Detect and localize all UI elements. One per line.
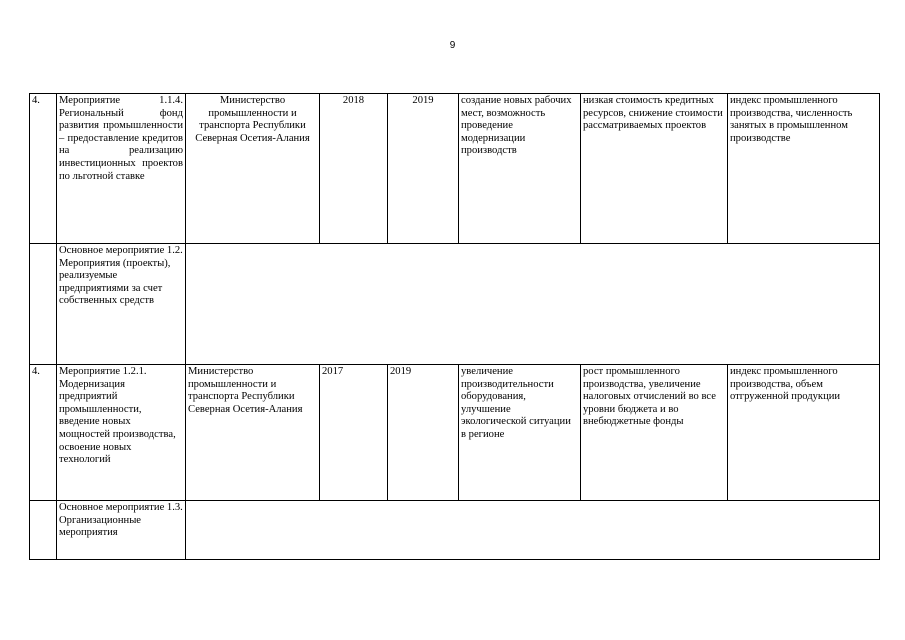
section-title: Основное мероприятие 1.2. Мероприятия (проекты), реализуемые предприятиями за счет собственных средств [57,244,186,365]
page-number: 9 [449,40,456,51]
row-number-empty [30,244,57,365]
measure-title: Мероприятие 1.2.1. Модернизация предприятий промышленности, введение новых мощностей производства, освоение новых технологий [57,365,186,501]
executor: Министерство промышленности и транспорта Республики Северная Осетия-Алания [186,365,320,501]
row-number: 4. [30,94,57,244]
table-row [30,501,880,560]
measure-title: Мероприятие 1.1.4. Региональный фонд развития промышленности – предоставление кредитов на реализацию инвестиционных проектов по льготной ставке [57,94,186,244]
indicator: индекс промышленного производства, численность занятых в промышленном производстве [728,94,880,244]
merged-empty-cell [186,244,880,365]
start-year: 2017 [320,365,388,501]
merged-empty-cell [186,501,880,560]
expected-result: создание новых рабочих мест, возможность проведение модернизации производств [459,94,581,244]
section-title: Основное мероприятие 1.3. Организационные мероприятия [57,501,186,560]
executor: Министерство промышленности и транспорта Республики Северная Осетия-Алания [186,94,320,244]
table-row [30,244,880,365]
start-year: 2018 [320,94,388,244]
table-row [30,365,880,501]
indicator: индекс промышленного производства, объем отгруженной продукции [728,365,880,501]
consequence: рост промышленного производства, увеличение налоговых отчислений во все уровни бюджета и во внебюджетные фонды [581,365,728,501]
consequence: низкая стоимость кредитных ресурсов, снижение стоимости рассматриваемых проектов [581,94,728,244]
expected-result: увеличение производительности оборудования, улучшение экологической ситуации в регионе [459,365,581,501]
end-year: 2019 [388,94,459,244]
measures-table [29,93,880,560]
end-year: 2019 [388,365,459,501]
row-number: 4. [30,365,57,501]
row-number-empty [30,501,57,560]
table-row [30,94,880,244]
